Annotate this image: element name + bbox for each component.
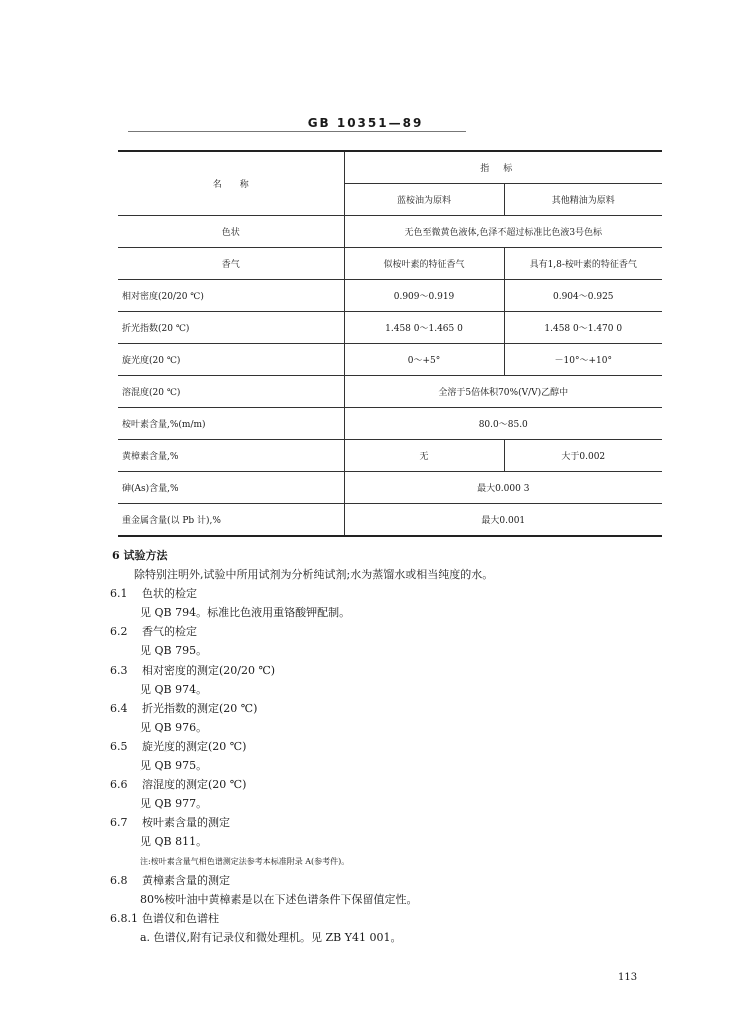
section-6-5-heading [110,737,650,756]
section-number: 6.1 [110,587,128,601]
section-6-8-heading [110,871,650,890]
standard-code-header: GB 10351—89 [307,116,424,130]
subheader-other-oils: 其他精油为原料 [504,184,662,216]
table-row [118,472,662,504]
section-number: 6.7 [110,816,128,830]
row-name: 砷(As)含量,% [118,472,344,504]
table-row [118,408,662,440]
row-value-b: 1.458 0～1.470 0 [504,312,662,344]
section-number: 6.4 [110,701,128,715]
section-number: 6.8 [110,873,128,887]
section-6-8-1-heading [110,909,650,928]
section-6-3-text: 见 QB 974。 [140,682,208,696]
row-name: 旋光度(20 ℃) [118,344,344,376]
row-value: 最大0.001 [344,504,662,537]
row-value-a: 1.458 0～1.465 0 [344,312,504,344]
section-6-6-text: 见 QB 977。 [140,797,208,811]
section-6-1-text: 见 QB 794。标准比色液用重铬酸钾配制。 [140,606,351,620]
header-rule [128,131,466,132]
section-6-7-heading [110,813,650,832]
section-title: 旋光度的测定(20 ℃) [142,739,247,753]
section-title: 香气的检定 [142,625,197,639]
name-column-header: 名 称 [118,151,344,216]
table-row [118,440,662,472]
section-number: 6.8.1 [110,911,138,925]
section-6-intro: 除特别注明外,试验中所用试剂为分析纯试剂;水为蒸馏水或相当纯度的水。 [134,568,494,582]
table-row [118,344,662,376]
row-value: 最大0.000 3 [344,472,662,504]
row-name: 相对密度(20/20 ℃) [118,280,344,312]
row-value-b: －10°～+10° [504,344,662,376]
row-value-a: 似桉叶素的特征香气 [344,248,504,280]
section-6-7-note: 注:桉叶素含量气相色谱测定法参考本标准附录 A(参考件)。 [140,856,350,866]
test-methods-section [110,546,650,947]
section-6-3-heading [110,661,650,680]
row-name: 桉叶素含量,%(m/m) [118,408,344,440]
section-6-4-heading [110,699,650,718]
section-6-2-heading [110,622,650,641]
section-number: 6.3 [110,663,128,677]
row-value-b: 大于0.002 [504,440,662,472]
table-row [118,248,662,280]
row-value-a: 0～+5° [344,344,504,376]
section-6-1-heading [110,584,650,603]
row-name: 折光指数(20 ℃) [118,312,344,344]
row-value-b: 0.904～0.925 [504,280,662,312]
section-title: 色状的检定 [142,587,197,601]
row-name: 黄樟素含量,% [118,440,344,472]
table-row [118,504,662,537]
section-number: 6.2 [110,625,128,639]
index-column-header: 指标 [344,151,662,184]
section-6-7-text: 见 QB 811。 [140,835,208,849]
row-value: 80.0～85.0 [344,408,662,440]
section-6-2-text: 见 QB 795。 [140,644,208,658]
row-value-a: 无 [344,440,504,472]
row-value: 无色至微黄色液体,色泽不超过标准比色液3号色标 [344,216,662,248]
row-name: 溶混度(20 ℃) [118,376,344,408]
section-title: 相对密度的测定(20/20 ℃) [142,663,276,677]
section-number: 6.5 [110,739,128,753]
specification-table [118,150,662,537]
row-name: 香气 [118,248,344,280]
table-row [118,376,662,408]
row-value-b: 具有1,8-桉叶素的特征香气 [504,248,662,280]
row-value-a: 0.909～0.919 [344,280,504,312]
section-number: 6.6 [110,778,128,792]
section-title: 桉叶素含量的测定 [142,816,230,830]
section-6-6-heading [110,775,650,794]
section-6-4-text: 见 QB 976。 [140,720,208,734]
page-number: 113 [618,972,638,983]
section-6-title: 6 试验方法 [112,549,168,562]
section-title: 溶混度的测定(20 ℃) [142,778,247,792]
section-title: 折光指数的测定(20 ℃) [142,701,258,715]
table-header-row [118,151,662,184]
section-6-8-text: 80%桉叶油中黄樟素是以在下述色谱条件下保留值定性。 [140,892,418,906]
section-6-8-1-item-a: a. 色谱仪,附有记录仪和微处理机。见 ZB Y41 001。 [140,930,402,944]
row-name: 色状 [118,216,344,248]
section-title: 色谱仪和色谱柱 [142,911,219,925]
section-title: 黄樟素含量的测定 [142,873,230,887]
table-row [118,312,662,344]
table-row [118,216,662,248]
section-6-5-text: 见 QB 975。 [140,759,208,773]
subheader-eucalyptus: 蓝桉油为原料 [344,184,504,216]
row-name: 重金属含量(以 Pb 计),% [118,504,344,537]
row-value: 全溶于5倍体积70%(V/V)乙醇中 [344,376,662,408]
table-row [118,280,662,312]
